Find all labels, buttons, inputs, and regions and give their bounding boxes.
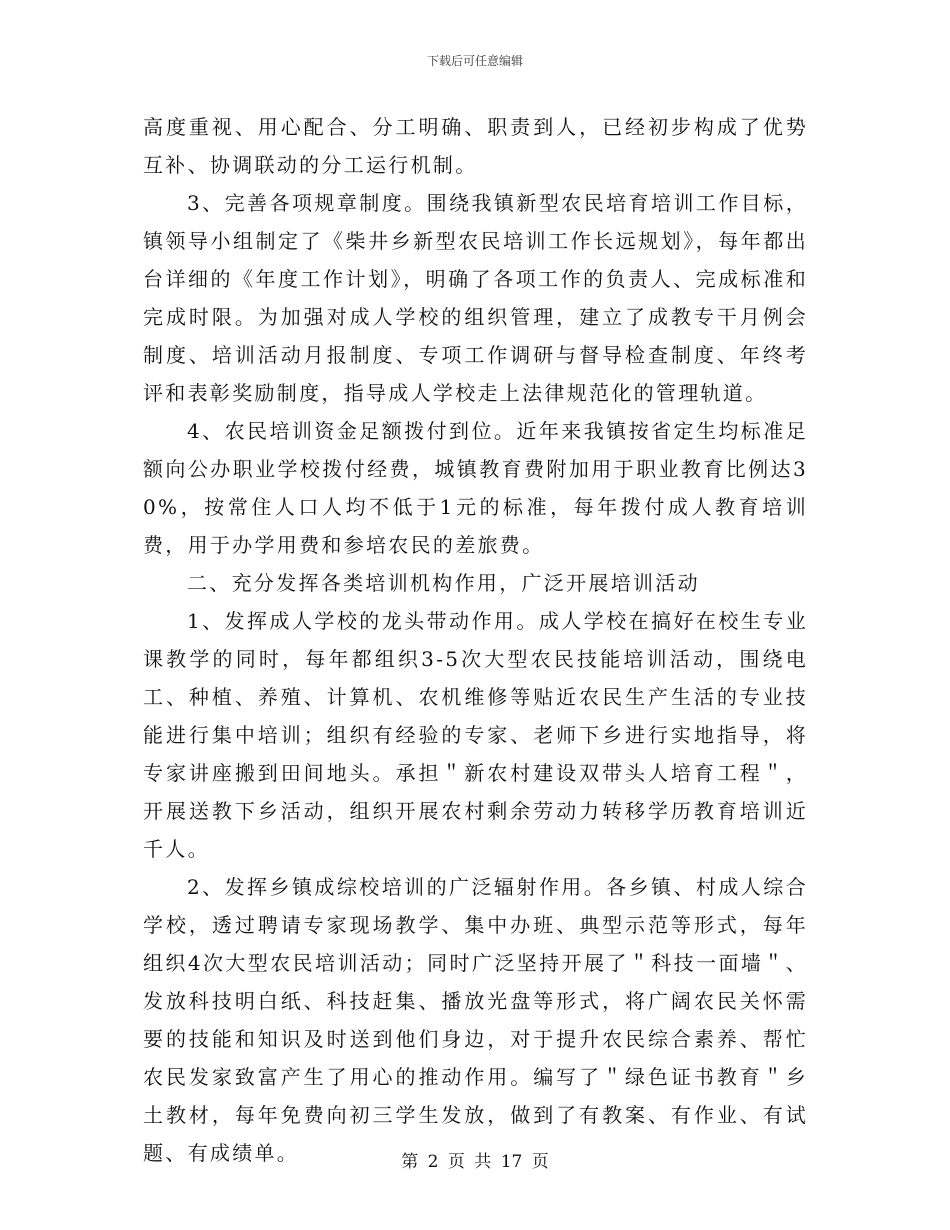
page-header-note: 下载后可任意编辑	[426, 54, 523, 68]
page-number-footer: 第 2 页 共 17 页	[401, 1152, 549, 1172]
paragraph-1: 高度重视、用心配合、分工明确、职责到人，已经初步构成了优势互补、协调联动的分工运行机制。	[143, 115, 808, 177]
paragraph-3: 4、农民培训资金足额拨付到位。近年来我镇按省定生均标准足额向公办职业学校拨付经费，城镇教育费附加用于职业教育比例达30%，按常住人口人均不低于1元的标准，每年拨付成人教育培训费，用于办学用费和参培农民的差旅费。	[143, 419, 808, 557]
paragraph-2: 3、完善各项规章制度。围绕我镇新型农民培育培训工作目标，镇领导小组制定了《柴井乡新型农民培训工作长远规划》，每年都出台详细的《年度工作计划》，明确了各项工作的负责人、完成标准和完成时限。为加强对成人学校的组织管理，建立了成教专干月例会制度、培训活动月报制度、专项工作调研与督导检查制度、年终考评和表彰奖励制度，指导成人学校走上法律规范化的管理轨道。	[143, 191, 808, 405]
document-body	[143, 108, 808, 1172]
section-heading-2: 二、充分发挥各类培训机构作用，广泛开展培训活动	[187, 571, 700, 595]
paragraph-6: 2、发挥乡镇成综校培训的广泛辐射作用。各乡镇、村成人综合学校，透过聘请专家现场教学、集中办班、典型示范等形式，每年组织4次大型农民培训活动；同时广泛坚持开展了＂科技一面墙＂、发放科技明白纸、科技赶集、播放光盘等形式，将广阔农民关怀需要的技能和知识及时送到他们身边，对于提升农民综合素养、帮忙农民发家致富产生了用心的推动作用。编写了＂绿色证书教育＂乡土教材，每年免费向初三学生发放，做到了有教案、有作业、有试题、有成绩单。	[143, 875, 808, 1165]
paragraph-5: 1、发挥成人学校的龙头带动作用。成人学校在搞好在校生专业课教学的同时，每年都组织3-5次大型农民技能培训活动，围绕电工、种植、养殖、计算机、农机维修等贴近农民生产生活的专业技能进行集中培训；组织有经验的专家、老师下乡进行实地指导，将专家讲座搬到田间地头。承担＂新农村建设双带头人培育工程＂，开展送教下乡活动，组织开展农村剩余劳动力转移学历教育培训近千人。	[143, 609, 808, 861]
